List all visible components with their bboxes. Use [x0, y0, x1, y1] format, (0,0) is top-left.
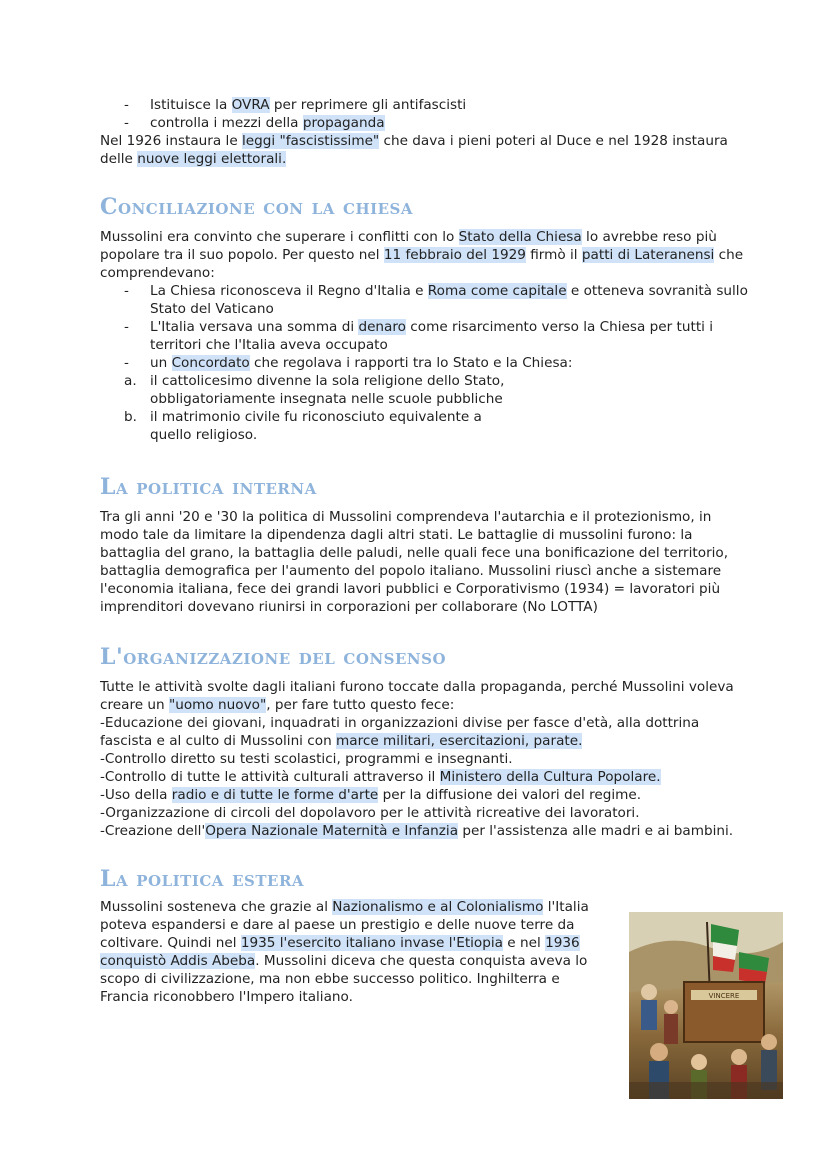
text-run: come risarcimento verso la Chiesa per tutti i territori che l'Italia aveva occupato [150, 319, 714, 353]
text-run: che dava i pieni poteri al Duce e nel 1928 instaura delle [100, 133, 728, 167]
text-run: per reprimere gli antifascisti [269, 97, 467, 113]
highlighted-text: Concordato [171, 355, 250, 371]
text-run: Mussolini era convinto che superare i conflitti con lo [100, 229, 459, 245]
highlighted-text: OVRA [231, 97, 270, 113]
text-run: -Organizzazione di circoli del dopolavoro per le attività ricreative dei lavoratori. [100, 805, 640, 821]
text-run: Nel 1926 instaura le [100, 133, 242, 149]
politica-interna-paragraph: Tra gli anni '20 e '30 la politica di Mussolini comprendeva l'autarchia e il protezionismo, in modo tale da limitare la dipendenza dagli altri stati. Le battaglie di mussolini furono: la battaglia del grano, la battaglia delle paludi, nelle quali fece una bonificazione del territorio, battaglia demografica per l'aumento del popolo italiano. Mussolini riuscì anche a sistemare l'economia italiana, fece dei grandi lavori pubblici e Corporativismo (1934) = lavoratori più imprenditori dovevano riunirsi in corporazioni per collaborare (No LOTTA) [100, 509, 729, 615]
section-title-politica-estera: La politica estera [100, 866, 305, 892]
highlighted-text: patti di Lateranensi [581, 247, 715, 263]
vincere-painting [629, 912, 783, 1099]
text-run: che regolava i rapporti tra lo Stato e la Chiesa: [249, 355, 573, 371]
consenso-line [100, 750, 750, 768]
conciliazione-paragraph [100, 228, 750, 282]
text-run: e otteneva sovranità sullo Stato del Vaticano [150, 283, 748, 317]
highlighted-text: Stato della Chiesa [458, 229, 582, 245]
text-run: per l'assistenza alle madri e ai bambini. [458, 823, 734, 839]
highlighted-text: 1935 l'esercito italiano invase l'Etiopia [240, 935, 503, 951]
text-run: lo avrebbe reso più popolare tra il suo popolo. Per questo nel [100, 229, 717, 263]
section-title-consenso: L'organizzazione del consenso [100, 644, 447, 670]
text-run: un [150, 355, 172, 371]
highlighted-text: Ministero della Cultura Popolare. [439, 769, 661, 785]
intro-paragraph [100, 132, 750, 168]
document-page [100, 96, 750, 1006]
text-run: -Controllo di tutte le attività culturali attraverso il [100, 769, 440, 785]
text-run: La Chiesa riconosceva il Regno d'Italia e [150, 283, 428, 299]
highlighted-text: Nazionalismo e al Colonialismo [332, 899, 544, 915]
painting-illustration [629, 912, 783, 1099]
text-run: . Mussolini diceva che questa conquista aveva lo scopo di civilizzazione, ma non ebbe successo politico. Inghilterra e Francia riconobbero l'Impero italiano. [100, 953, 588, 1005]
highlighted-text: marce militari, esercitazioni, parate. [336, 733, 583, 749]
text-run: e nel [502, 935, 546, 951]
text-run: firmò il [525, 247, 582, 263]
text-run: Istituisce la [150, 97, 232, 113]
sublist-item: b. il matrimonio civile fu riconosciuto equivalente a quello religioso. [124, 409, 482, 443]
highlighted-text: "uomo nuovo" [168, 697, 267, 713]
text-run: Mussolini sosteneva che grazie al [100, 899, 333, 915]
bullet-item [124, 114, 750, 132]
consenso-lines [100, 678, 750, 840]
politica-estera-paragraph [100, 898, 600, 1006]
consenso-line [100, 804, 750, 822]
highlighted-text: radio e di tutte le forme d'arte [171, 787, 379, 803]
painting-caption: VINCERE [708, 992, 740, 1000]
patti-lateranensi-list [100, 282, 750, 372]
text-run: -Uso della [100, 787, 172, 803]
text-run: -Creazione dell' [100, 823, 206, 839]
highlighted-text: nuove leggi elettorali. [137, 151, 287, 167]
text-run: che comprendevano: [100, 247, 744, 281]
highlighted-text: propaganda [302, 115, 385, 131]
highlighted-text: 1936 conquistò Addis Abeba [100, 935, 580, 969]
highlighted-text: Opera Nazionale Maternità e Infanzia [205, 823, 459, 839]
text-run: , per fare tutto questo fece: [266, 697, 455, 713]
text-run: -Controllo diretto su testi scolastici, programmi e insegnanti. [100, 751, 513, 767]
text-run: -Educazione dei giovani, inquadrati in organizzazioni divise per fasce d'età, alla dottrina fascista e al culto di Mussolini con [100, 715, 700, 749]
highlighted-text: Roma come capitale [427, 283, 567, 299]
consenso-line [100, 822, 750, 840]
text-run: L'Italia versava una somma di [150, 319, 359, 335]
text-run: Tutte le attività svolte dagli italiani furono toccate dalla propaganda, perché Mussolini voleva creare un [100, 679, 734, 713]
concordato-sublist [100, 372, 524, 444]
section-title-conciliazione: Conciliazione con la chiesa [100, 194, 414, 220]
bullet-item [124, 318, 750, 354]
consenso-line [100, 768, 750, 786]
consenso-line [100, 678, 750, 714]
text-run: controlla i mezzi della [150, 115, 303, 131]
intro-bullet-list [100, 96, 750, 132]
text-run: per la diffusione dei valori del regime. [378, 787, 642, 803]
highlighted-text: leggi "fascistissime" [242, 133, 380, 149]
consenso-line [100, 786, 750, 804]
highlighted-text: 11 febbraio del 1929 [383, 247, 526, 263]
highlighted-text: denaro [358, 319, 406, 335]
bullet-item [124, 354, 750, 372]
section-title-politica-interna: La politica interna [100, 474, 317, 500]
bullet-item [124, 282, 750, 318]
text-run: l'Italia poteva espandersi e dare al paese un prestigio e delle nuove terre da coltivare. Quindi nel [100, 899, 589, 951]
sublist-item: a. il cattolicesimo divenne la sola religione dello Stato, obbligatoriamente insegnata nelle scuole pubbliche [124, 373, 505, 407]
consenso-line [100, 714, 750, 750]
bullet-item [124, 96, 750, 114]
